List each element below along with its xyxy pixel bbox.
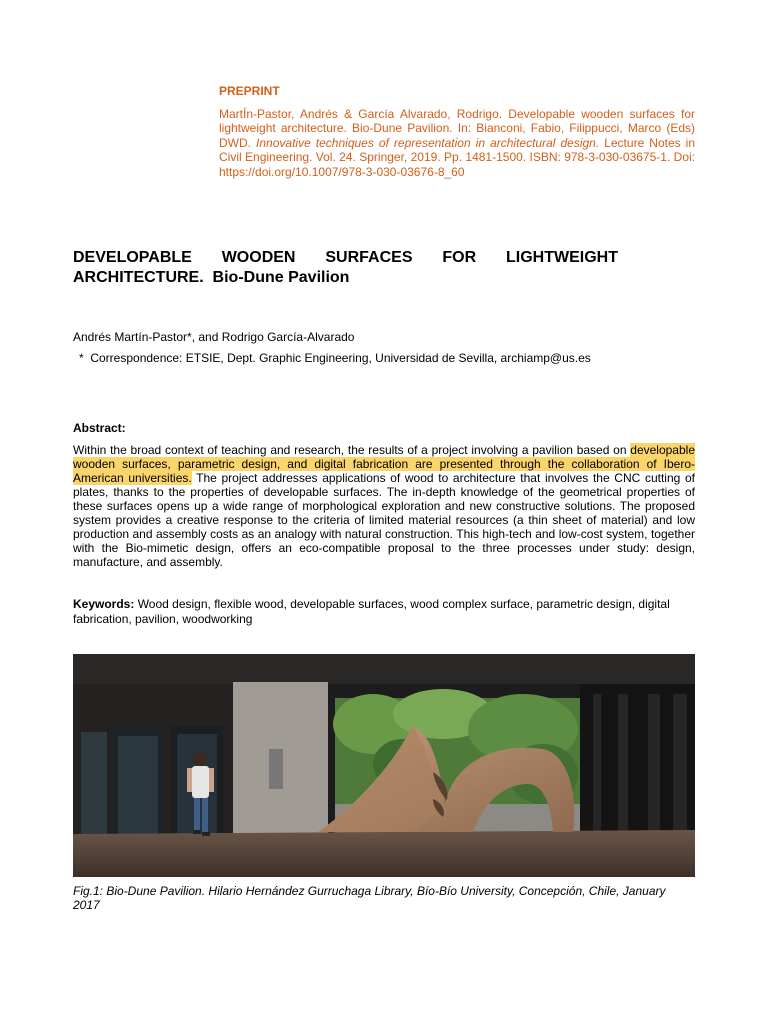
citation [219, 107, 695, 180]
title-line-1: DEVELOPABLE WOODEN SURFACES FOR LIGHTWEIGHT [73, 249, 618, 266]
abstract-body [73, 443, 695, 569]
abstract-text-rest: The project addresses applications of wood to architecture that involves the CNC cutting of plates, thanks to the properties of developable surfaces. The in-depth knowledge of the geometrical properties of these surfaces opens up a wide range of morphological exploration and new constructive solutions. The proposed system provides a creative response to the criteria of limited material resources (a thin sheet of material) and low production and assembly costs as an analogy with natural construction. This high-tech and low-cost system, together with the Bio-mimetic design, offers an eco-compatible proposal to the three processes under study: design, manufacture, and assembly. [73, 471, 695, 569]
correspondence: * Correspondence: ETSIE, Dept. Graphic Engineering, Universidad de Sevilla, archiamp@us.es [79, 351, 591, 365]
abstract-text-start: Within the broad context of teaching and research, the results of a project involving a pavilion based on [73, 443, 631, 457]
paper-title [73, 248, 618, 288]
figure-caption: Fig.1: Bio-Dune Pavilion. Hilario Hernández Gurruchaga Library, Bío-Bío University, Concepción, Chile, January 2017 [73, 884, 666, 912]
pavilion-photo [73, 654, 695, 877]
keywords-text: Wood design, flexible wood, developable surfaces, wood complex surface, parametric design, digital fabrication, pavilion, woodworking [73, 597, 670, 626]
citation-text: MartÍn-Pastor, Andrés & García Alvarado, Rodrigo. Developable wooden surfaces for lightweight architecture. Bio-Dune Pavilion. In: Bianconi, Fabio, Filippucci, Marco (Eds) DWD. [219, 106, 695, 150]
title-line-2: ARCHITECTURE. Bio-Dune Pavilion [73, 269, 350, 286]
preprint-block [219, 84, 695, 179]
keywords [73, 597, 695, 626]
citation-book-title: Innovative techniques of representation in architectural design. [256, 135, 600, 150]
abstract-highlight: developable wooden surfaces, parametric design, and digital fabrication are presented through the collaboration of Ibero-American universities. [73, 443, 695, 485]
keywords-label: Keywords: [73, 597, 135, 611]
preprint-label: PREPRINT [219, 84, 280, 98]
citation-details: Lecture Notes in Civil Engineering. Vol. 24. Springer, 2019. Pp. 1481-1500. ISBN: 978-3-030-03675-1. Doi: https://doi.org/10.1007/978-3-030-03676-8_60 [219, 135, 696, 179]
authors: Andrés Martín-Pastor*, and Rodrigo García-Alvarado [73, 330, 355, 344]
abstract-heading: Abstract: [73, 421, 126, 435]
